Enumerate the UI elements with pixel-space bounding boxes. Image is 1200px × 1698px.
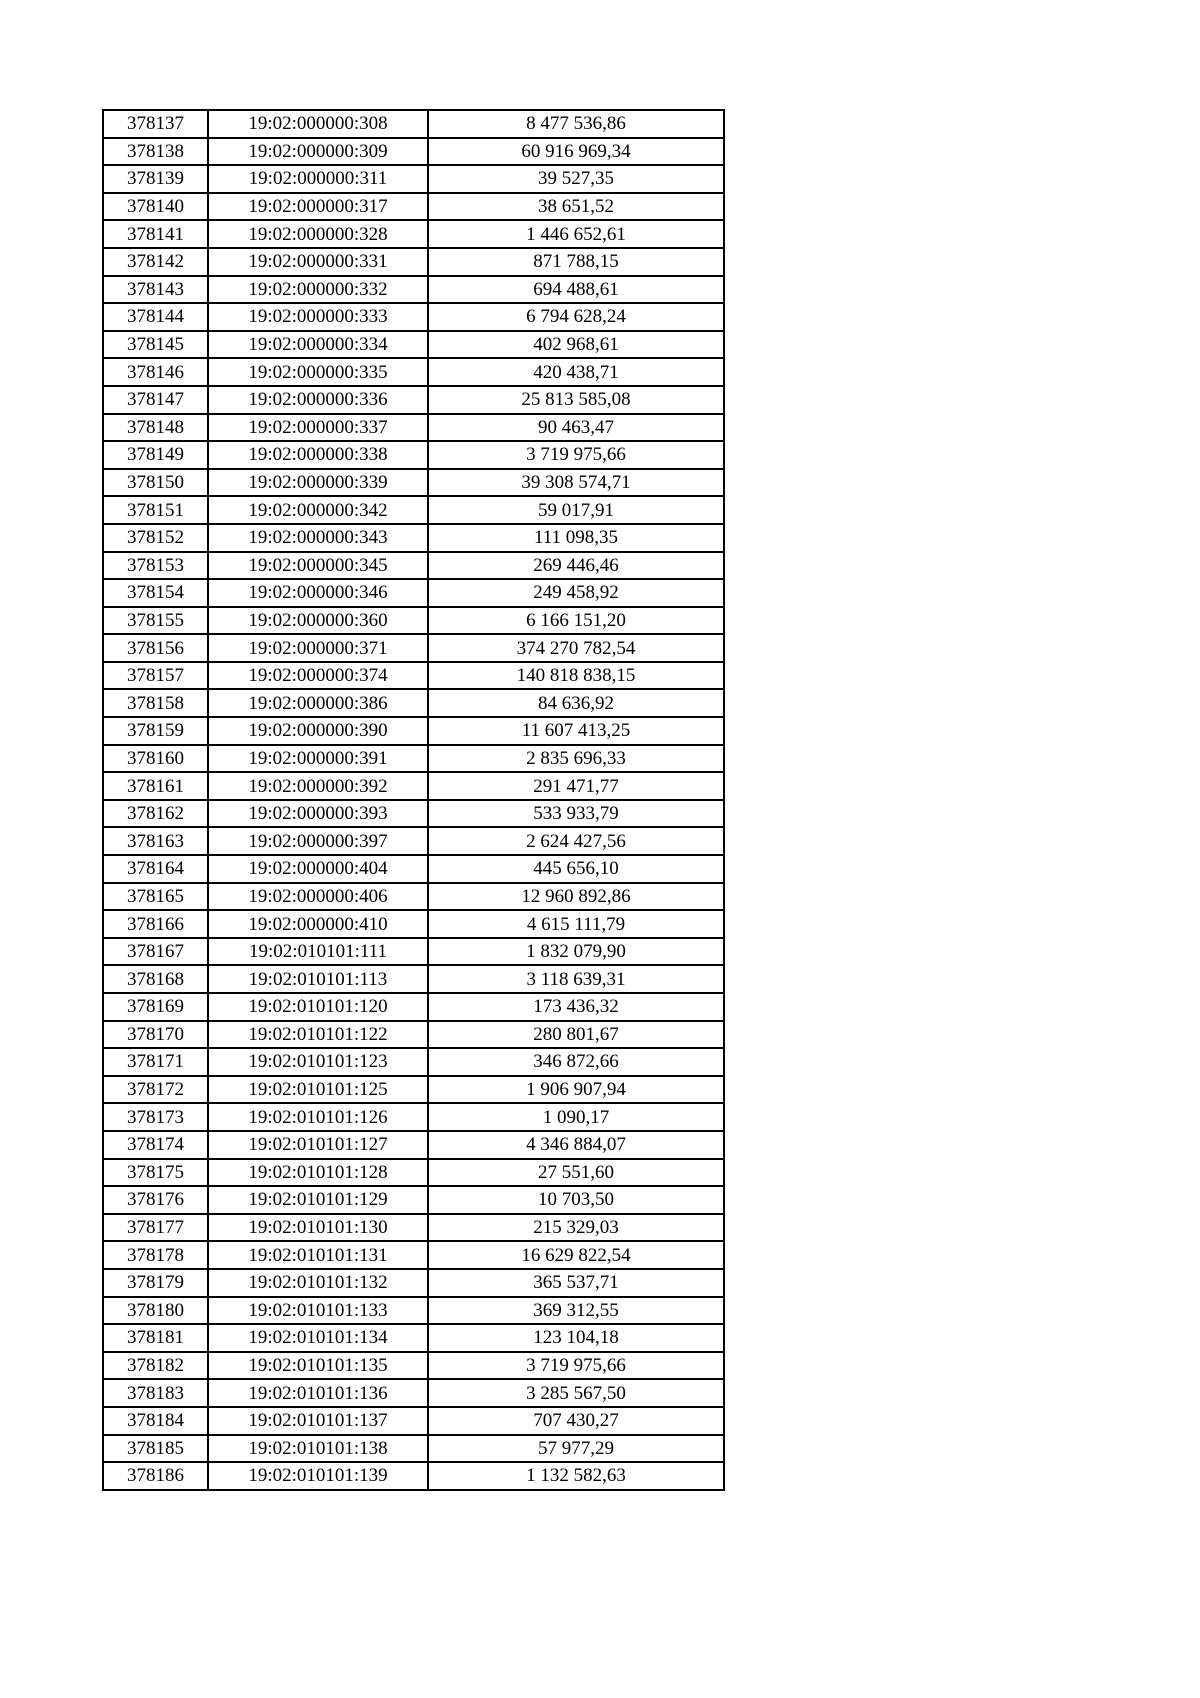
cadastral-value-cell: 16 629 822,54 — [428, 1241, 724, 1269]
cadastral-value-cell: 111 098,35 — [428, 524, 724, 552]
table-row — [103, 1186, 724, 1214]
row-number-cell: 378160 — [103, 745, 208, 773]
cadastral-value-cell: 4 615 111,79 — [428, 910, 724, 938]
cadastral-number-cell: 19:02:010101:133 — [208, 1297, 428, 1325]
cadastral-number-cell: 19:02:010101:125 — [208, 1076, 428, 1104]
cadastral-value-cell: 84 636,92 — [428, 689, 724, 717]
cadastral-value-cell: 10 703,50 — [428, 1186, 724, 1214]
row-number-cell: 378157 — [103, 662, 208, 690]
cadastral-value-cell: 280 801,67 — [428, 1021, 724, 1049]
cadastral-number-cell: 19:02:000000:333 — [208, 303, 428, 331]
cadastral-value-cell: 365 537,71 — [428, 1269, 724, 1297]
row-number-cell: 378185 — [103, 1435, 208, 1463]
cadastral-value-cell: 173 436,32 — [428, 993, 724, 1021]
cadastral-value-cell: 57 977,29 — [428, 1435, 724, 1463]
cadastral-value-cell: 11 607 413,25 — [428, 717, 724, 745]
row-number-cell: 378171 — [103, 1048, 208, 1076]
cadastral-value-cell: 12 960 892,86 — [428, 883, 724, 911]
cadastral-number-cell: 19:02:000000:337 — [208, 414, 428, 442]
cadastral-value-cell: 445 656,10 — [428, 855, 724, 883]
table-row — [103, 827, 724, 855]
cadastral-number-cell: 19:02:000000:339 — [208, 469, 428, 497]
row-number-cell: 378153 — [103, 552, 208, 580]
table-row — [103, 303, 724, 331]
row-number-cell: 378143 — [103, 276, 208, 304]
cadastral-value-cell: 39 527,35 — [428, 165, 724, 193]
cadastral-number-cell: 19:02:000000:346 — [208, 579, 428, 607]
cadastral-number-cell: 19:02:010101:137 — [208, 1407, 428, 1435]
table-row — [103, 662, 724, 690]
cadastral-value-cell: 291 471,77 — [428, 772, 724, 800]
table-row — [103, 689, 724, 717]
cadastral-number-cell: 19:02:010101:127 — [208, 1131, 428, 1159]
row-number-cell: 378138 — [103, 138, 208, 166]
cadastral-value-cell: 39 308 574,71 — [428, 469, 724, 497]
cadastral-value-cell: 60 916 969,34 — [428, 138, 724, 166]
table-row — [103, 138, 724, 166]
cadastral-number-cell: 19:02:000000:308 — [208, 110, 428, 138]
cadastral-number-cell: 19:02:000000:317 — [208, 193, 428, 221]
row-number-cell: 378183 — [103, 1379, 208, 1407]
table-row — [103, 634, 724, 662]
cadastral-value-cell: 8 477 536,86 — [428, 110, 724, 138]
row-number-cell: 378139 — [103, 165, 208, 193]
row-number-cell: 378179 — [103, 1269, 208, 1297]
table-row — [103, 248, 724, 276]
table-row — [103, 441, 724, 469]
row-number-cell: 378137 — [103, 110, 208, 138]
table-row — [103, 1379, 724, 1407]
cadastral-value-cell: 25 813 585,08 — [428, 386, 724, 414]
table-row — [103, 552, 724, 580]
table-row — [103, 1131, 724, 1159]
row-number-cell: 378155 — [103, 607, 208, 635]
cadastral-value-table — [102, 109, 725, 1491]
cadastral-value-cell: 215 329,03 — [428, 1214, 724, 1242]
row-number-cell: 378146 — [103, 358, 208, 386]
table-row — [103, 1269, 724, 1297]
row-number-cell: 378150 — [103, 469, 208, 497]
cadastral-number-cell: 19:02:000000:392 — [208, 772, 428, 800]
cadastral-value-cell: 1 906 907,94 — [428, 1076, 724, 1104]
row-number-cell: 378161 — [103, 772, 208, 800]
table-row — [103, 110, 724, 138]
cadastral-value-cell: 346 872,66 — [428, 1048, 724, 1076]
table-row — [103, 386, 724, 414]
cadastral-number-cell: 19:02:010101:123 — [208, 1048, 428, 1076]
table-row — [103, 524, 724, 552]
row-number-cell: 378169 — [103, 993, 208, 1021]
cadastral-number-cell: 19:02:010101:129 — [208, 1186, 428, 1214]
row-number-cell: 378172 — [103, 1076, 208, 1104]
cadastral-value-cell: 3 285 567,50 — [428, 1379, 724, 1407]
cadastral-value-cell: 3 118 639,31 — [428, 965, 724, 993]
row-number-cell: 378168 — [103, 965, 208, 993]
table-row — [103, 1021, 724, 1049]
table-row — [103, 1407, 724, 1435]
cadastral-value-cell: 140 818 838,15 — [428, 662, 724, 690]
cadastral-value-cell: 6 794 628,24 — [428, 303, 724, 331]
cadastral-value-cell: 707 430,27 — [428, 1407, 724, 1435]
row-number-cell: 378164 — [103, 855, 208, 883]
cadastral-number-cell: 19:02:000000:338 — [208, 441, 428, 469]
cadastral-number-cell: 19:02:000000:345 — [208, 552, 428, 580]
cadastral-value-cell: 123 104,18 — [428, 1324, 724, 1352]
cadastral-value-cell: 2 835 696,33 — [428, 745, 724, 773]
table-row — [103, 717, 724, 745]
row-number-cell: 378140 — [103, 193, 208, 221]
cadastral-number-cell: 19:02:010101:128 — [208, 1159, 428, 1187]
cadastral-number-cell: 19:02:010101:120 — [208, 993, 428, 1021]
table-row — [103, 772, 724, 800]
table-row — [103, 800, 724, 828]
table-row — [103, 1214, 724, 1242]
row-number-cell: 378176 — [103, 1186, 208, 1214]
row-number-cell: 378142 — [103, 248, 208, 276]
cadastral-value-cell: 2 624 427,56 — [428, 827, 724, 855]
table-row — [103, 993, 724, 1021]
table-row — [103, 1352, 724, 1380]
cadastral-value-cell: 1 132 582,63 — [428, 1462, 724, 1490]
table-row — [103, 883, 724, 911]
row-number-cell: 378174 — [103, 1131, 208, 1159]
cadastral-number-cell: 19:02:010101:138 — [208, 1435, 428, 1463]
table-row — [103, 276, 724, 304]
cadastral-number-cell: 19:02:010101:135 — [208, 1352, 428, 1380]
cadastral-number-cell: 19:02:000000:309 — [208, 138, 428, 166]
cadastral-number-cell: 19:02:000000:342 — [208, 496, 428, 524]
row-number-cell: 378145 — [103, 331, 208, 359]
cadastral-number-cell: 19:02:010101:132 — [208, 1269, 428, 1297]
row-number-cell: 378152 — [103, 524, 208, 552]
table-row — [103, 193, 724, 221]
table-body — [103, 110, 724, 1490]
cadastral-value-cell: 6 166 151,20 — [428, 607, 724, 635]
cadastral-value-cell: 3 719 975,66 — [428, 441, 724, 469]
cadastral-value-cell: 369 312,55 — [428, 1297, 724, 1325]
table-row — [103, 469, 724, 497]
table-row — [103, 1076, 724, 1104]
table-row — [103, 1435, 724, 1463]
cadastral-number-cell: 19:02:000000:374 — [208, 662, 428, 690]
cadastral-number-cell: 19:02:010101:136 — [208, 1379, 428, 1407]
row-number-cell: 378158 — [103, 689, 208, 717]
cadastral-value-cell: 59 017,91 — [428, 496, 724, 524]
row-number-cell: 378144 — [103, 303, 208, 331]
table-row — [103, 938, 724, 966]
row-number-cell: 378148 — [103, 414, 208, 442]
cadastral-number-cell: 19:02:000000:404 — [208, 855, 428, 883]
cadastral-value-cell: 1 446 652,61 — [428, 220, 724, 248]
row-number-cell: 378151 — [103, 496, 208, 524]
cadastral-number-cell: 19:02:000000:343 — [208, 524, 428, 552]
row-number-cell: 378159 — [103, 717, 208, 745]
cadastral-number-cell: 19:02:000000:406 — [208, 883, 428, 911]
cadastral-number-cell: 19:02:000000:328 — [208, 220, 428, 248]
table-row — [103, 358, 724, 386]
cadastral-value-cell: 269 446,46 — [428, 552, 724, 580]
cadastral-number-cell: 19:02:000000:360 — [208, 607, 428, 635]
cadastral-value-cell: 27 551,60 — [428, 1159, 724, 1187]
table-row — [103, 331, 724, 359]
cadastral-value-cell: 1 832 079,90 — [428, 938, 724, 966]
cadastral-value-cell: 4 346 884,07 — [428, 1131, 724, 1159]
row-number-cell: 378181 — [103, 1324, 208, 1352]
cadastral-number-cell: 19:02:010101:134 — [208, 1324, 428, 1352]
row-number-cell: 378180 — [103, 1297, 208, 1325]
cadastral-number-cell: 19:02:000000:410 — [208, 910, 428, 938]
table-row — [103, 965, 724, 993]
table-row — [103, 1241, 724, 1269]
row-number-cell: 378178 — [103, 1241, 208, 1269]
row-number-cell: 378177 — [103, 1214, 208, 1242]
cadastral-number-cell: 19:02:010101:111 — [208, 938, 428, 966]
cadastral-number-cell: 19:02:000000:331 — [208, 248, 428, 276]
row-number-cell: 378165 — [103, 883, 208, 911]
cadastral-number-cell: 19:02:000000:386 — [208, 689, 428, 717]
cadastral-value-cell: 402 968,61 — [428, 331, 724, 359]
cadastral-number-cell: 19:02:000000:335 — [208, 358, 428, 386]
row-number-cell: 378182 — [103, 1352, 208, 1380]
table-row — [103, 414, 724, 442]
table-row — [103, 165, 724, 193]
cadastral-number-cell: 19:02:010101:122 — [208, 1021, 428, 1049]
table-row — [103, 1159, 724, 1187]
cadastral-number-cell: 19:02:010101:113 — [208, 965, 428, 993]
row-number-cell: 378184 — [103, 1407, 208, 1435]
cadastral-value-cell: 871 788,15 — [428, 248, 724, 276]
row-number-cell: 378147 — [103, 386, 208, 414]
table-row — [103, 220, 724, 248]
table-row — [103, 855, 724, 883]
row-number-cell: 378170 — [103, 1021, 208, 1049]
row-number-cell: 378154 — [103, 579, 208, 607]
cadastral-number-cell: 19:02:000000:311 — [208, 165, 428, 193]
row-number-cell: 378156 — [103, 634, 208, 662]
cadastral-value-cell: 38 651,52 — [428, 193, 724, 221]
cadastral-value-cell: 249 458,92 — [428, 579, 724, 607]
table-row — [103, 1462, 724, 1490]
cadastral-number-cell: 19:02:000000:397 — [208, 827, 428, 855]
cadastral-number-cell: 19:02:000000:334 — [208, 331, 428, 359]
table-row — [103, 496, 724, 524]
cadastral-value-cell: 3 719 975,66 — [428, 1352, 724, 1380]
cadastral-value-cell: 1 090,17 — [428, 1103, 724, 1131]
row-number-cell: 378167 — [103, 938, 208, 966]
cadastral-number-cell: 19:02:000000:393 — [208, 800, 428, 828]
cadastral-number-cell: 19:02:000000:390 — [208, 717, 428, 745]
cadastral-number-cell: 19:02:000000:391 — [208, 745, 428, 773]
table-row — [103, 1297, 724, 1325]
row-number-cell: 378166 — [103, 910, 208, 938]
row-number-cell: 378162 — [103, 800, 208, 828]
cadastral-value-cell: 533 933,79 — [428, 800, 724, 828]
row-number-cell: 378173 — [103, 1103, 208, 1131]
row-number-cell: 378186 — [103, 1462, 208, 1490]
row-number-cell: 378141 — [103, 220, 208, 248]
cadastral-value-cell: 374 270 782,54 — [428, 634, 724, 662]
cadastral-value-cell: 694 488,61 — [428, 276, 724, 304]
cadastral-number-cell: 19:02:010101:139 — [208, 1462, 428, 1490]
row-number-cell: 378149 — [103, 441, 208, 469]
table-row — [103, 745, 724, 773]
cadastral-number-cell: 19:02:010101:131 — [208, 1241, 428, 1269]
cadastral-number-cell: 19:02:010101:130 — [208, 1214, 428, 1242]
cadastral-number-cell: 19:02:000000:371 — [208, 634, 428, 662]
table-row — [103, 579, 724, 607]
cadastral-number-cell: 19:02:000000:332 — [208, 276, 428, 304]
table-row — [103, 1324, 724, 1352]
row-number-cell: 378175 — [103, 1159, 208, 1187]
cadastral-number-cell: 19:02:000000:336 — [208, 386, 428, 414]
cadastral-value-cell: 420 438,71 — [428, 358, 724, 386]
table-row — [103, 1103, 724, 1131]
cadastral-value-cell: 90 463,47 — [428, 414, 724, 442]
table-row — [103, 607, 724, 635]
row-number-cell: 378163 — [103, 827, 208, 855]
table-row — [103, 1048, 724, 1076]
table-row — [103, 910, 724, 938]
cadastral-number-cell: 19:02:010101:126 — [208, 1103, 428, 1131]
